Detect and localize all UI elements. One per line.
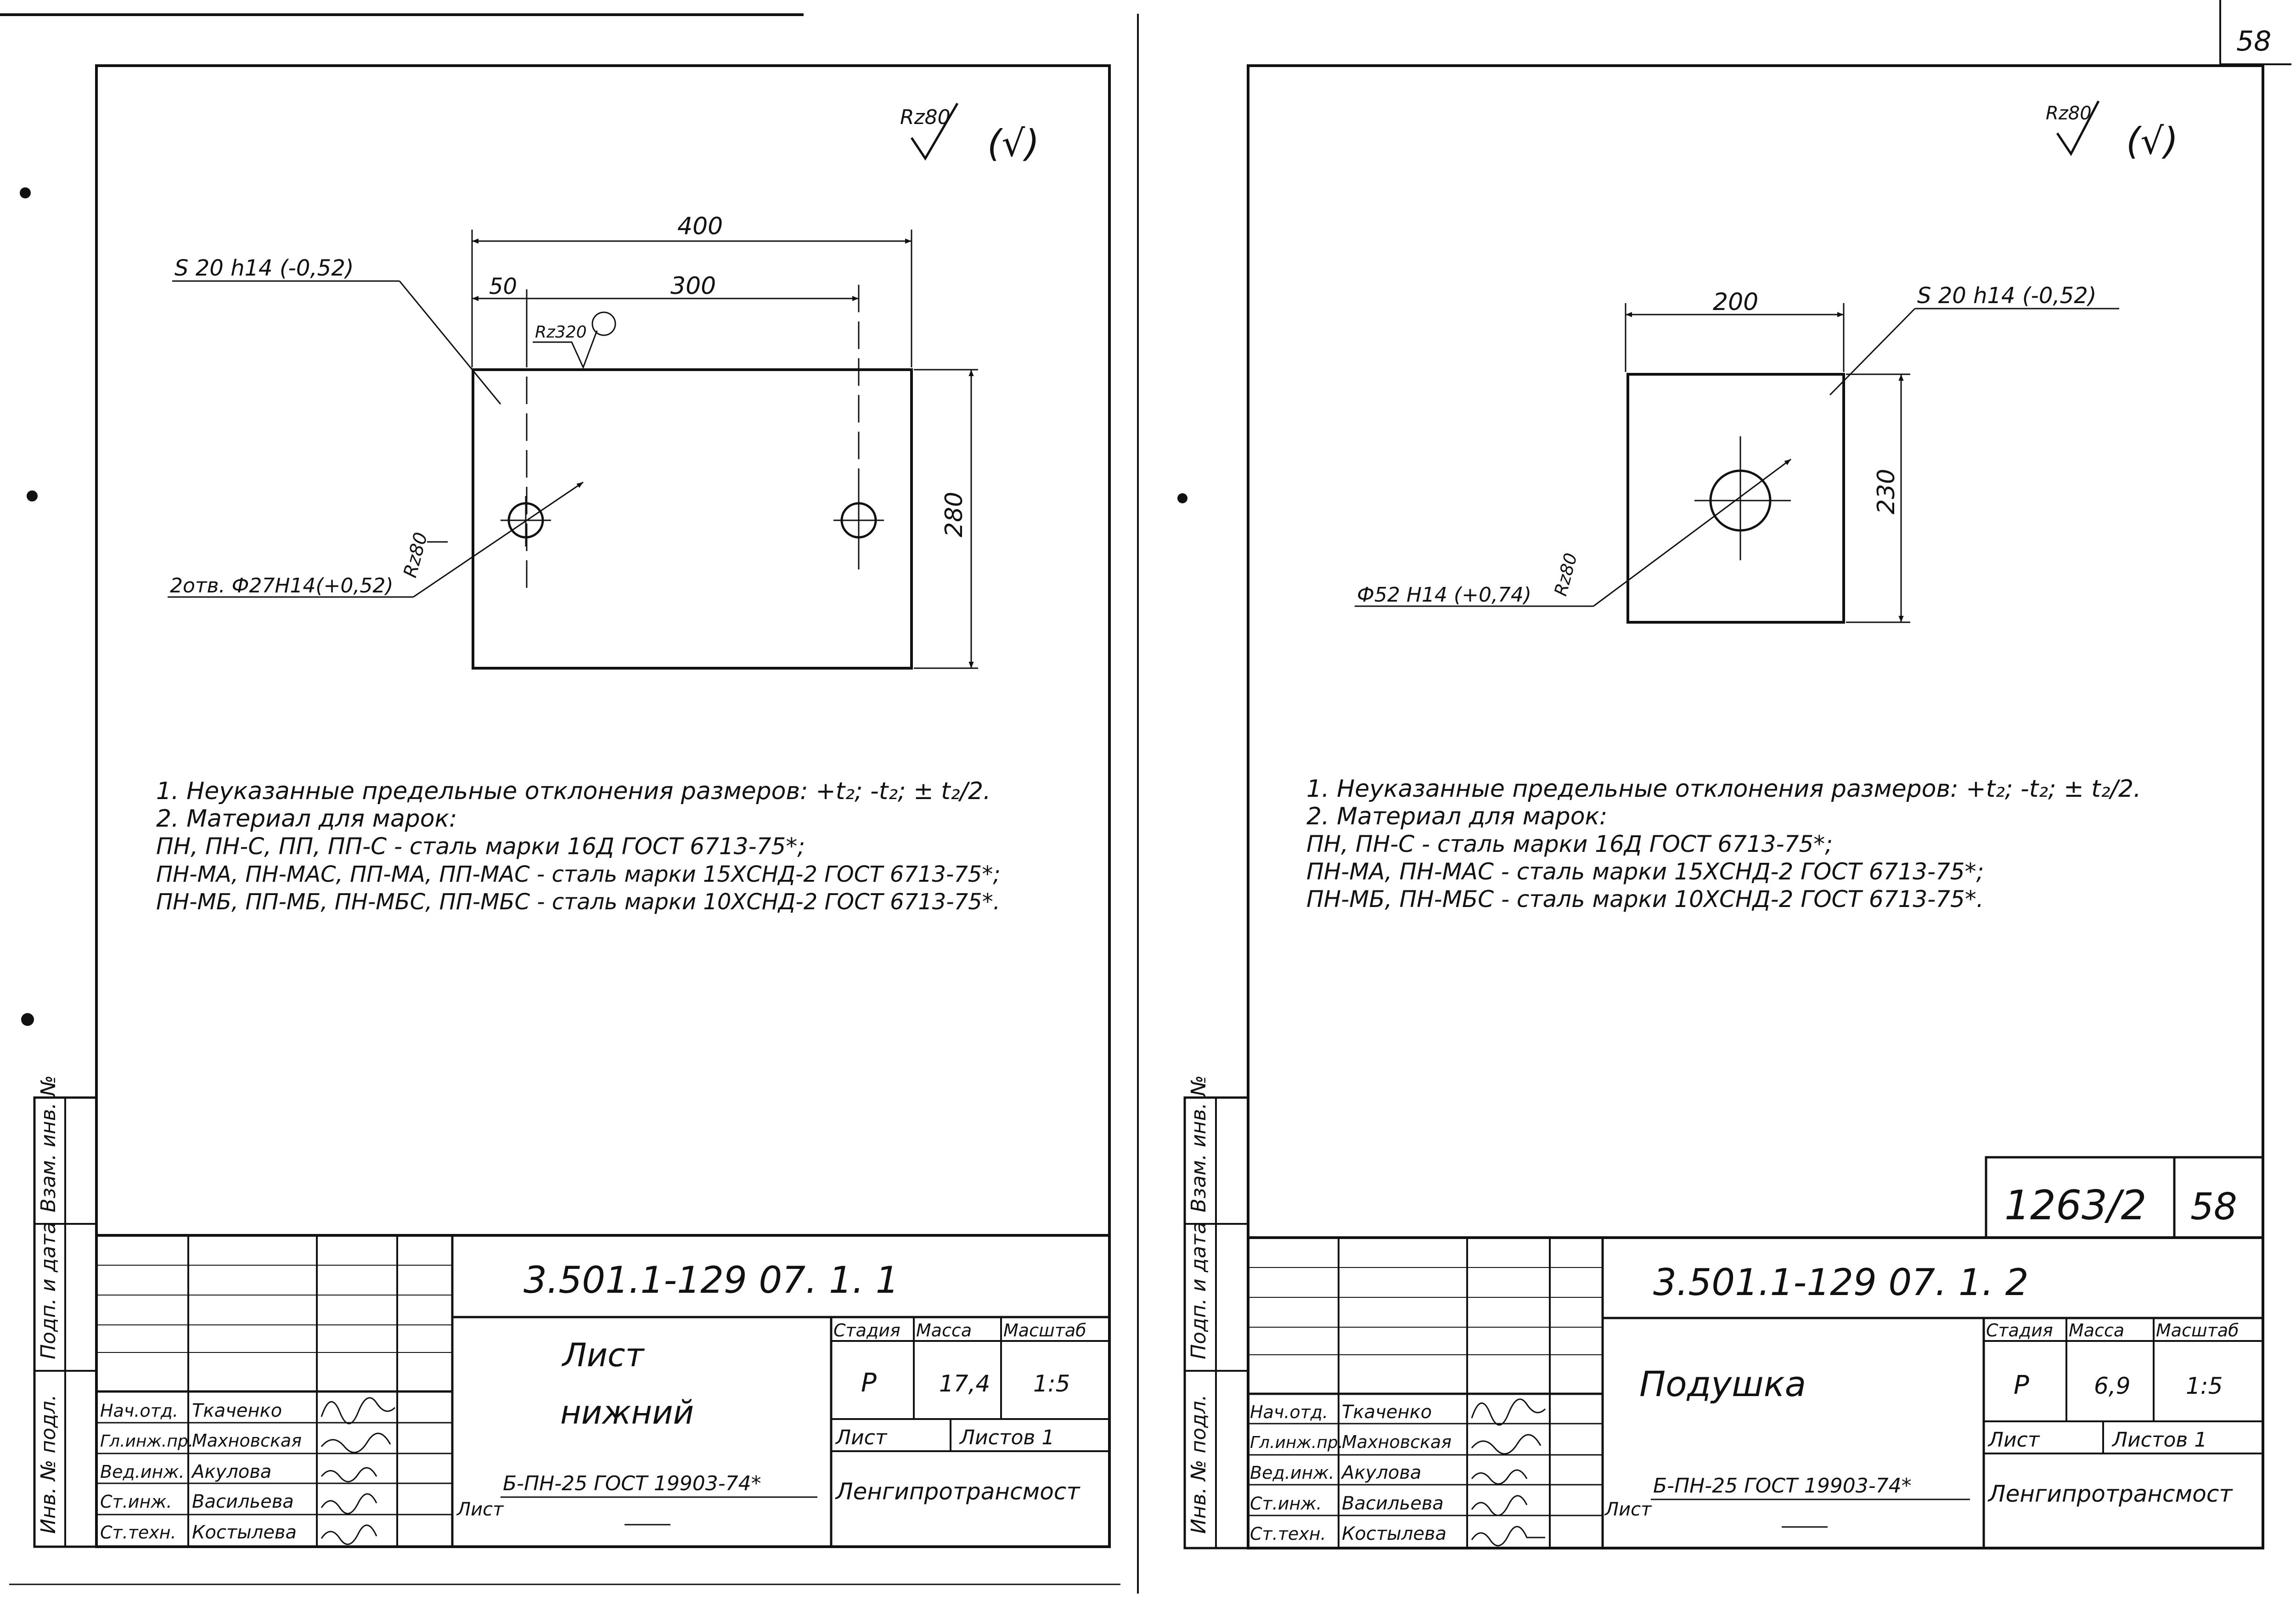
role-4: Ст.инж. [1250,1493,1322,1514]
sheet-2-plate-drawing [1355,283,2119,622]
sheet-1-roughness-symbol [900,103,1039,165]
signature-1 [1472,1399,1545,1425]
thickness-label: S 20 h14 (-0,52) [174,255,354,281]
role-5: Ст.техн. [1250,1524,1326,1544]
signature-1 [321,1398,395,1424]
dim-50: 50 [489,274,518,299]
stamp-inv-podl: Инв. № подл. [37,1394,60,1534]
sheet-1-side-stamp [34,1075,96,1547]
sheet-1-title-block [96,1235,1109,1547]
doc-name-line2: нижний [560,1394,694,1431]
note-5: ПН-МБ, ПН-МБС - сталь марки 10ХСНД-2 ГОСТ 6713-75*. [1306,886,1984,913]
hdr-mass: Масса [2069,1320,2125,1341]
binding-dot [20,187,31,198]
signature-5 [321,1525,377,1544]
name-4: Васильева [192,1491,294,1512]
sheet-1 [34,66,1109,1547]
plate-outline [1628,374,1844,622]
sheet-2-notes [1306,775,2141,913]
name-4: Васильева [1342,1493,1444,1514]
stamp-inv-podl: Инв. № подл. [1187,1394,1210,1534]
name-5: Костылева [192,1522,297,1543]
roughness-rz320: Rz320 [535,323,587,342]
hdr-stage: Стадия [1986,1320,2053,1341]
stamp-vzam-inv: Взам. инв. № [37,1075,60,1212]
org-name: Ленгипротрансмост [836,1478,1080,1505]
name-1: Ткаченко [192,1400,282,1421]
scale-value: 1:5 [1033,1370,1070,1397]
dim-230: 230 [1873,468,1900,514]
sheets-label: Листов 1 [960,1426,1055,1449]
doc-name-line1: Лист [563,1336,644,1374]
ref-prefix: Лист [457,1499,504,1520]
signature-3 [1472,1470,1527,1484]
reference: Б-ПН-25 ГОСТ 19903-74* [1653,1474,1912,1498]
mass-value: 6,9 [2094,1373,2131,1399]
thickness-label: S 20 h14 (-0,52) [1917,283,2097,309]
role-3: Вед.инж. [1250,1463,1334,1483]
role-5: Ст.техн. [100,1522,176,1543]
mass-value: 17,4 [939,1370,990,1397]
dim-300: 300 [670,272,716,300]
hdr-mass: Масса [916,1320,972,1341]
page-number: 58 [2236,25,2272,57]
role-1: Нач.отд. [100,1401,179,1421]
roughness-rz80-hole: Rz80 [1550,551,1581,598]
signature-2 [321,1433,390,1453]
dim-200: 200 [1713,288,1759,316]
sheet-2-title-block [1248,1238,2263,1548]
role-1: Нач.отд. [1250,1402,1328,1422]
name-2: Махновская [192,1431,302,1451]
sheet-label: Лист [836,1426,887,1449]
svg-text:(√): (√) [2126,120,2178,163]
signature-4 [1472,1496,1527,1515]
sheet-1-notes [156,777,1001,915]
page-number-box [2220,0,2291,64]
sheet-1-plate-drawing [168,213,978,668]
note-5: ПН-МБ, ПП-МБ, ПН-МБС, ПП-МБС - сталь марки 10ХСНД-2 ГОСТ 6713-75*. [156,889,1000,915]
sheet-2 [1185,66,2263,1548]
name-3: Акулова [1342,1462,1422,1483]
note-3: ПН, ПН-С, ПП, ПП-С - сталь марки 16Д ГОСТ 6713-75*; [156,833,805,860]
name-1: Ткаченко [1342,1402,1432,1423]
role-2: Гл.инж.пр. [100,1432,194,1451]
note-4: ПН-МА, ПН-МАС, ПП-МА, ПП-МАС - сталь марки 15ХСНД-2 ГОСТ 6713-75*; [156,862,1001,887]
doc-code: 3.501.1-129 07. 1. 2 [1653,1261,2029,1304]
stage-value: Р [861,1368,877,1398]
holes-label: 2отв. Ф27Н14(+0,52) [170,574,394,597]
roughness-rz80-hole: Rz80 [400,530,432,580]
plate-outline [473,370,912,668]
org-name: Ленгипротрансмост [1988,1481,2233,1507]
album-page: 58 [2190,1185,2237,1228]
stamp-podp-data: Подп. и дата [1187,1222,1210,1359]
signature-2 [1472,1435,1541,1454]
note-3: ПН, ПН-С - сталь марки 16Д ГОСТ 6713-75*; [1306,831,1833,857]
signature-4 [321,1494,377,1514]
note-1: 1. Неуказанные предельные отклонения размеров: +t₂; -t₂; ± t₂/2. [1306,775,2141,803]
binding-dot [21,1013,34,1026]
hole-label: Ф52 Н14 (+0,74) [1357,583,1532,607]
reference: Б-ПН-25 ГОСТ 19903-74* [503,1472,761,1495]
signature-3 [321,1468,377,1481]
note-2: 2. Материал для марок: [1306,803,1608,830]
album-box [1986,1157,2263,1238]
note-1: 1. Неуказанные предельные отклонения размеров: +t₂; -t₂; ± t₂/2. [156,777,991,805]
name-3: Акулова [192,1461,272,1482]
hdr-stage: Стадия [833,1320,900,1341]
dim-280: 280 [940,491,968,537]
name-5: Костылева [1342,1523,1447,1544]
role-4: Ст.инж. [100,1492,172,1512]
doc-name: Подушка [1639,1363,1806,1404]
doc-code: 3.501.1-129 07. 1. 1 [523,1259,899,1301]
binding-dot [27,490,38,501]
stamp-vzam-inv: Взам. инв. № [1187,1075,1210,1212]
album-code: 1263/2 [2004,1182,2147,1229]
dim-400: 400 [677,213,723,240]
binding-dot [1177,493,1187,503]
name-2: Махновская [1342,1432,1452,1452]
ref-prefix: Лист [1605,1499,1652,1520]
svg-text:(√): (√) [987,122,1040,165]
svg-text:Rz80: Rz80 [2046,103,2092,124]
signature-5 [1472,1527,1545,1546]
stamp-podp-data: Подп. и дата [37,1222,60,1359]
hdr-scale: Масштаб [2156,1320,2239,1341]
svg-text:Rz80: Rz80 [900,106,951,129]
scale-value: 1:5 [2186,1373,2223,1399]
sheet-2-side-stamp [1185,1075,1248,1548]
sheet-label: Лист [1988,1428,2040,1452]
hdr-scale: Масштаб [1003,1320,1086,1341]
sheets-label: Листов 1 [2112,1428,2207,1452]
note-2: 2. Материал для марок: [156,805,457,833]
stage-value: Р [2014,1370,2029,1400]
note-4: ПН-МА, ПН-МАС - сталь марки 15ХСНД-2 ГОСТ 6713-75*; [1306,858,1984,885]
role-2: Гл.инж.пр. [1250,1433,1344,1452]
sheet-2-roughness-symbol [2046,101,2178,163]
role-3: Вед.инж. [100,1462,185,1482]
